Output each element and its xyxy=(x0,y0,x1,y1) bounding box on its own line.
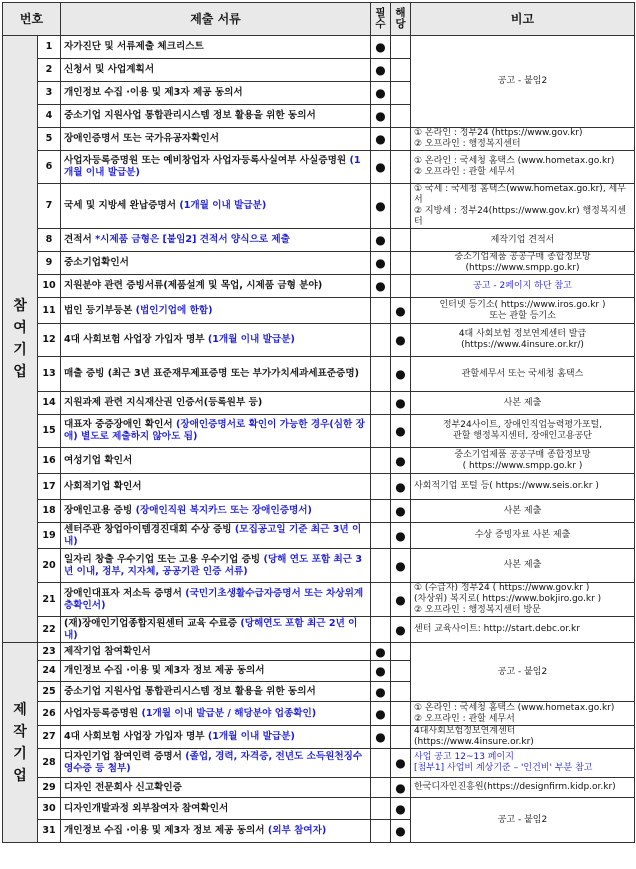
document-name xyxy=(61,523,371,549)
remarks-line: ① 온라인 : 국세청 홈택스 (www.hometax.go.kr) xyxy=(414,156,615,166)
document-condition: (1개월 이내 발급분) xyxy=(64,155,361,178)
remarks-line: 사업 공고 12~13 페이지 xyxy=(414,752,514,762)
group-label-char: 작 xyxy=(13,723,27,740)
applicable-mark xyxy=(391,184,411,229)
table-row xyxy=(3,643,635,661)
row-number: 26 xyxy=(38,702,61,726)
document-condition: (법인기업에 한함) xyxy=(135,304,213,316)
document-condition: (모집공고일 기준 최근 3년 이내) xyxy=(64,523,362,547)
remarks-line: 한국디자인진흥원(https://designfirm.kidp.or.kr) xyxy=(414,782,616,792)
document-text: 견적서 xyxy=(64,234,92,245)
row-number: 27 xyxy=(38,726,61,749)
document-condition: (1개월 이내 발급분) xyxy=(207,731,295,742)
applicable-mark: ● xyxy=(391,583,411,617)
row-number: 31 xyxy=(38,820,61,843)
table-row xyxy=(3,252,635,275)
applicable-mark: ● xyxy=(391,324,411,357)
remarks-cell xyxy=(411,617,635,643)
required-mark: ● xyxy=(371,59,391,82)
applicable-mark: ● xyxy=(391,500,411,523)
table-row xyxy=(3,415,635,448)
group-label-char: 여 xyxy=(13,320,27,336)
row-number: 13 xyxy=(38,357,61,392)
remarks-line: 사본 제출 xyxy=(503,397,542,408)
remarks-cell xyxy=(411,523,635,549)
row-number: 11 xyxy=(38,298,61,324)
remarks-line: [첨부1] 사업비 계상기준 – '인건비' 부분 참고 xyxy=(414,763,593,773)
document-text: 중소기업 지원사업 통합관리시스템 정보 활용을 위한 동의서 xyxy=(64,685,316,697)
group-label-char: 업 xyxy=(13,364,27,380)
document-text: 개인정보 수집 ·이용 및 제3자 제공 동의서 xyxy=(64,87,243,98)
document-name xyxy=(61,392,371,415)
remarks-line: 공고 - 2페이지 하단 참고 xyxy=(473,280,572,291)
row-number: 16 xyxy=(38,448,61,474)
table-row xyxy=(3,298,635,324)
remarks-cell xyxy=(411,298,635,324)
applicable-mark xyxy=(391,105,411,128)
document-text: 장애인대표자 저소득 증명서 xyxy=(64,587,182,599)
applicable-mark: ● xyxy=(391,415,411,448)
remarks-cell xyxy=(411,643,635,702)
remarks-line: ① 국세 : 국세청 홈택스(www.hometax.go.kr), 세무서 xyxy=(414,184,626,205)
group-label-char: 업 xyxy=(13,767,27,784)
remarks-line: 4대 사회보험 정보연계센터 발급 xyxy=(458,329,587,339)
table-row xyxy=(3,448,635,474)
required-mark: ● xyxy=(371,702,391,726)
remarks-line: 관할세무서 또는 국세청 홈택스 xyxy=(461,368,584,379)
remarks-cell xyxy=(411,798,635,843)
document-name xyxy=(61,549,371,583)
document-text: 자가진단 및 서류제출 체크리스트 xyxy=(64,41,204,52)
required-mark xyxy=(371,778,391,798)
required-mark: ● xyxy=(371,682,391,702)
document-text: 법인 등기부등본 xyxy=(64,304,133,316)
group-label xyxy=(3,36,38,643)
document-text: 신청서 및 사업계획서 xyxy=(64,64,155,75)
document-text: 중소기업 지원사업 통합관리시스템 정보 활용을 위한 동의서 xyxy=(64,110,316,121)
document-name xyxy=(61,749,371,778)
remarks-line: 사본 제출 xyxy=(503,505,542,516)
applicable-mark: ● xyxy=(391,392,411,415)
row-number: 9 xyxy=(38,252,61,275)
document-name xyxy=(61,820,371,843)
document-condition: (당해 연도 포함 최근 3년 이내, 정부, 지자체, 공공기관 인증 서류) xyxy=(64,553,363,577)
document-text: 사회적기업 확인서 xyxy=(64,480,142,492)
remarks-line: (차상위) 복지로( https://www.bokjiro.go.kr ) xyxy=(414,594,602,604)
table-row xyxy=(3,549,635,583)
document-text: 일자리 창출 우수기업 또는 고용 우수기업 증빙 xyxy=(64,553,261,565)
required-mark: ● xyxy=(371,151,391,184)
table-row xyxy=(3,324,635,357)
required-mark xyxy=(371,798,391,820)
applicable-mark: ● xyxy=(391,474,411,500)
row-number: 4 xyxy=(38,105,61,128)
document-name xyxy=(61,184,371,229)
applicable-mark: ● xyxy=(391,357,411,392)
required-mark xyxy=(371,357,391,392)
row-number: 24 xyxy=(38,661,61,682)
document-name xyxy=(61,357,371,392)
table-row xyxy=(3,523,635,549)
remarks-cell xyxy=(411,549,635,583)
row-number: 3 xyxy=(38,82,61,105)
group-label-char: 참 xyxy=(13,298,27,314)
applicable-mark xyxy=(391,661,411,682)
required-mark xyxy=(371,749,391,778)
required-mark: ● xyxy=(371,105,391,128)
remarks-cell xyxy=(411,229,635,252)
applicable-mark xyxy=(391,275,411,298)
remarks-cell xyxy=(411,415,635,448)
required-mark xyxy=(371,500,391,523)
required-mark: ● xyxy=(371,82,391,105)
document-text: 장애인증명서 또는 국가유공자확인서 xyxy=(64,133,219,144)
required-mark xyxy=(371,415,391,448)
applicable-mark: ● xyxy=(391,523,411,549)
required-mark: ● xyxy=(371,36,391,59)
remarks-line: 중소기업제품 공공구매 종합정보망 xyxy=(454,252,591,262)
remarks-line: (https://www.4insure.or.kr/) xyxy=(461,340,584,350)
applicable-mark xyxy=(391,151,411,184)
table-row xyxy=(3,500,635,523)
document-condition: (장애인직원 복지카드 또는 장애인증명서) xyxy=(135,505,312,516)
document-name xyxy=(61,324,371,357)
document-name xyxy=(61,275,371,298)
applicable-mark xyxy=(391,252,411,275)
row-number: 23 xyxy=(38,643,61,661)
remarks-line: 센터 교육사이트: http://start.debc.or.kr xyxy=(414,624,580,634)
document-name xyxy=(61,726,371,749)
remarks-line: ② 오프라인 : 관할 세무서 xyxy=(414,713,515,724)
remarks-line: 4대사회보험정보연계센터(https://www.4insure.or.kr) xyxy=(414,726,534,747)
group-label-char: 기 xyxy=(13,745,27,762)
remarks-cell xyxy=(411,778,635,798)
table-row xyxy=(3,474,635,500)
row-number: 14 xyxy=(38,392,61,415)
document-text: 개인정보 수집 ·이용 및 제3자 정보 제공 동의서 xyxy=(64,825,265,836)
row-number: 20 xyxy=(38,549,61,583)
remarks-cell xyxy=(411,474,635,500)
row-number: 7 xyxy=(38,184,61,229)
applicable-mark xyxy=(391,59,411,82)
applicable-mark xyxy=(391,702,411,726)
required-mark: ● xyxy=(371,128,391,151)
document-name xyxy=(61,702,371,726)
remarks-line: ② 오프라인 : 행정복지센터 방문 xyxy=(414,605,541,615)
document-name xyxy=(61,448,371,474)
document-text: 디자인 전문회사 신고확인증 xyxy=(64,781,182,793)
table-row xyxy=(3,583,635,617)
remarks-line: ( https://www.smpp.go.kr ) xyxy=(462,460,583,471)
document-text: 4대 사회보험 사업장 가입자 명부 xyxy=(64,731,205,742)
applicable-mark xyxy=(391,128,411,151)
remarks-cell xyxy=(411,357,635,392)
required-mark: ● xyxy=(371,275,391,298)
required-mark: ● xyxy=(371,229,391,252)
remarks-cell xyxy=(411,275,635,298)
remarks-line: 인터넷 등기소( https://www.iros.go.kr ) xyxy=(439,299,606,310)
row-number: 10 xyxy=(38,275,61,298)
remarks-line: ① 온라인 : 정부24 (https://www.gov.kr) xyxy=(414,128,583,138)
document-text: 디자인개발과정 외부참여자 참여확인서 xyxy=(64,802,229,814)
table-row xyxy=(3,184,635,229)
applicable-mark: ● xyxy=(391,298,411,324)
remarks-cell xyxy=(411,749,635,778)
remarks-line: 사회적기업 포털 등( https://www.seis.or.kr ) xyxy=(414,481,599,491)
remarks-cell xyxy=(411,128,635,151)
required-mark xyxy=(371,820,391,843)
table-row xyxy=(3,702,635,726)
document-name xyxy=(61,128,371,151)
row-number: 21 xyxy=(38,583,61,617)
remarks-cell xyxy=(411,702,635,726)
document-text: 사업자등록증명원 또는 예비창업자 사업자등록사실여부 사실증명원 xyxy=(64,155,347,166)
document-text: 장애인고용 증빙 xyxy=(64,505,133,516)
document-name xyxy=(61,682,371,702)
document-name xyxy=(61,661,371,682)
table-row xyxy=(3,229,635,252)
row-number: 28 xyxy=(38,749,61,778)
remarks-line: ① 온라인 : 국세청 홈택스 (www.hometax.go.kr) xyxy=(414,702,615,713)
row-number: 5 xyxy=(38,128,61,151)
header-number: 번호 xyxy=(3,3,61,36)
document-condition: (국민기초생활수급자증명서 또는 차상위계층확인서) xyxy=(64,587,364,611)
required-mark xyxy=(371,324,391,357)
document-condition: (1개월 이내 발급분) xyxy=(179,200,267,211)
table-row xyxy=(3,749,635,778)
row-number: 17 xyxy=(38,474,61,500)
table-row xyxy=(3,151,635,184)
remarks-cell xyxy=(411,448,635,474)
document-text: 매출 증빙 (최근 3년 표준재무제표증명 또는 부가가치세과세표준증명) xyxy=(64,368,359,379)
document-name xyxy=(61,798,371,820)
header-document: 제출 서류 xyxy=(61,3,371,36)
row-number: 8 xyxy=(38,229,61,252)
table-row xyxy=(3,357,635,392)
table-row xyxy=(3,128,635,151)
remarks-line: 수상 증빙자료 사본 제출 xyxy=(474,530,571,540)
row-number: 6 xyxy=(38,151,61,184)
document-name xyxy=(61,474,371,500)
remarks-line: ② 지방세 : 정부24(https://www.gov.kr) 행정복지센터 xyxy=(414,206,626,227)
applicable-mark: ● xyxy=(391,448,411,474)
remarks-line: (https://www.smpp.go.kr) xyxy=(465,263,580,273)
required-mark: ● xyxy=(371,661,391,682)
document-name xyxy=(61,415,371,448)
row-number: 18 xyxy=(38,500,61,523)
document-condition: *시제품 금형은 [붙임2] 견적서 양식으로 제출 xyxy=(95,234,290,245)
document-text: 센터주관 창업아이템경진대회 수상 증빙 xyxy=(64,523,232,535)
document-name xyxy=(61,617,371,643)
remarks-line: 공고 - 붙임2 xyxy=(497,814,548,825)
document-text: 4대 사회보험 사업장 가입자 명부 xyxy=(64,334,205,345)
document-name xyxy=(61,778,371,798)
document-text: 지원과제 관련 지식재산권 인증서(등록원부 등) xyxy=(64,397,263,408)
required-mark: ● xyxy=(371,184,391,229)
table-row xyxy=(3,798,635,820)
required-mark xyxy=(371,392,391,415)
remarks-line: 관할 행정복지센터, 장애인고용공단 xyxy=(453,431,592,441)
remarks-cell xyxy=(411,151,635,184)
remarks-line: 공고 - 붙임2 xyxy=(497,666,548,677)
required-mark xyxy=(371,583,391,617)
group-label-char: 제 xyxy=(13,701,27,718)
row-number: 30 xyxy=(38,798,61,820)
document-text: 지원분야 관련 증빙서류(제품설계 및 목업, 시제품 금형 분야) xyxy=(64,280,323,291)
document-condition: (외부 참여자) xyxy=(267,825,327,836)
required-mark: ● xyxy=(371,252,391,275)
applicable-mark xyxy=(391,229,411,252)
document-condition: (당해연도 포함 최근 2년 이내) xyxy=(64,617,358,641)
remarks-cell xyxy=(411,726,635,749)
required-mark xyxy=(371,474,391,500)
document-condition: (1개월 이내 발급분) xyxy=(207,334,295,345)
document-name xyxy=(61,105,371,128)
header-row xyxy=(3,3,635,36)
required-mark: ● xyxy=(371,643,391,661)
row-number: 12 xyxy=(38,324,61,357)
remarks-cell xyxy=(411,583,635,617)
row-number: 29 xyxy=(38,778,61,798)
document-text: 제작기업 참여확인서 xyxy=(64,645,151,657)
required-mark xyxy=(371,549,391,583)
remarks-cell xyxy=(411,36,635,128)
row-number: 1 xyxy=(38,36,61,59)
remarks-cell xyxy=(411,500,635,523)
document-text: 개인정보 수집 ·이용 및 제3자 정보 제공 동의서 xyxy=(64,665,265,676)
document-text: 대표자 중증장애인 확인서 xyxy=(64,419,173,430)
applicable-mark xyxy=(391,36,411,59)
applicable-mark: ● xyxy=(391,749,411,778)
remarks-line: ② 오프라인 : 관할 세무서 xyxy=(414,167,515,177)
applicable-mark: ● xyxy=(391,820,411,843)
row-number: 19 xyxy=(38,523,61,549)
applicable-mark xyxy=(391,643,411,661)
required-mark xyxy=(371,448,391,474)
document-text: (재)장애인기업종합지원센터 교육 수료증 xyxy=(64,617,237,629)
applicable-mark: ● xyxy=(391,798,411,820)
header-required: 필 수 xyxy=(371,3,391,36)
required-mark xyxy=(371,617,391,643)
remarks-line: 또는 관할 등기소 xyxy=(489,310,556,321)
document-name xyxy=(61,82,371,105)
group-label xyxy=(3,643,38,843)
applicable-mark: ● xyxy=(391,549,411,583)
applicable-mark xyxy=(391,82,411,105)
remarks-line: ① (수급자) 정부24 ( https://www.gov.kr ) xyxy=(414,583,590,593)
required-mark xyxy=(371,523,391,549)
applicable-mark xyxy=(391,682,411,702)
remarks-cell xyxy=(411,252,635,275)
document-name xyxy=(61,229,371,252)
row-number: 22 xyxy=(38,617,61,643)
table-row xyxy=(3,726,635,749)
remarks-line: 정부24사이트, 장애인직업능력평가포털, xyxy=(442,420,603,430)
table-row xyxy=(3,392,635,415)
table-row xyxy=(3,275,635,298)
remarks-cell xyxy=(411,392,635,415)
document-text: 여성기업 확인서 xyxy=(64,454,133,466)
table-row xyxy=(3,778,635,798)
table-row xyxy=(3,36,635,59)
row-number: 15 xyxy=(38,415,61,448)
remarks-line: 중소기업제품 공공구매 종합정보망 xyxy=(454,449,591,460)
document-text: 국세 및 지방세 완납증명서 xyxy=(64,200,176,211)
document-name xyxy=(61,151,371,184)
remarks-line: 제작기업 견적서 xyxy=(490,234,555,245)
remarks-line: 사본 제출 xyxy=(503,560,542,570)
document-condition: (졸업, 경력, 자격증, 전년도 소득원천징수영수증 등 첨부) xyxy=(64,751,363,774)
table-row xyxy=(3,617,635,643)
header-applicable: 해 당 xyxy=(391,3,411,36)
remarks-cell xyxy=(411,324,635,357)
document-name xyxy=(61,59,371,82)
applicable-mark: ● xyxy=(391,617,411,643)
remarks-line: 공고 - 붙임2 xyxy=(497,76,548,86)
document-text: 중소기업확인서 xyxy=(64,257,129,268)
submission-documents-table xyxy=(2,2,635,843)
document-name xyxy=(61,298,371,324)
document-text: 디자인기업 참여인력 증명서 xyxy=(64,751,182,762)
document-name xyxy=(61,500,371,523)
row-number: 2 xyxy=(38,59,61,82)
document-condition: (1개월 이내 발급분 / 해당분야 업종확인) xyxy=(141,707,317,719)
document-text: 사업자등록증명원 xyxy=(64,707,139,719)
remarks-line: ② 오프라인 : 행정복지센터 xyxy=(414,139,521,149)
required-mark: ● xyxy=(371,726,391,749)
document-name xyxy=(61,643,371,661)
applicable-mark xyxy=(391,726,411,749)
row-number: 25 xyxy=(38,682,61,702)
document-condition: (장애인증명서로 확인이 가능한 경우(심한 장애) 별도로 제출하지 않아도 됨) xyxy=(64,419,365,442)
group-label-char: 기 xyxy=(13,342,27,358)
document-name xyxy=(61,583,371,617)
header-remarks: 비고 xyxy=(411,3,635,36)
required-mark xyxy=(371,298,391,324)
document-name xyxy=(61,252,371,275)
applicable-mark: ● xyxy=(391,778,411,798)
remarks-cell xyxy=(411,184,635,229)
document-name xyxy=(61,36,371,59)
